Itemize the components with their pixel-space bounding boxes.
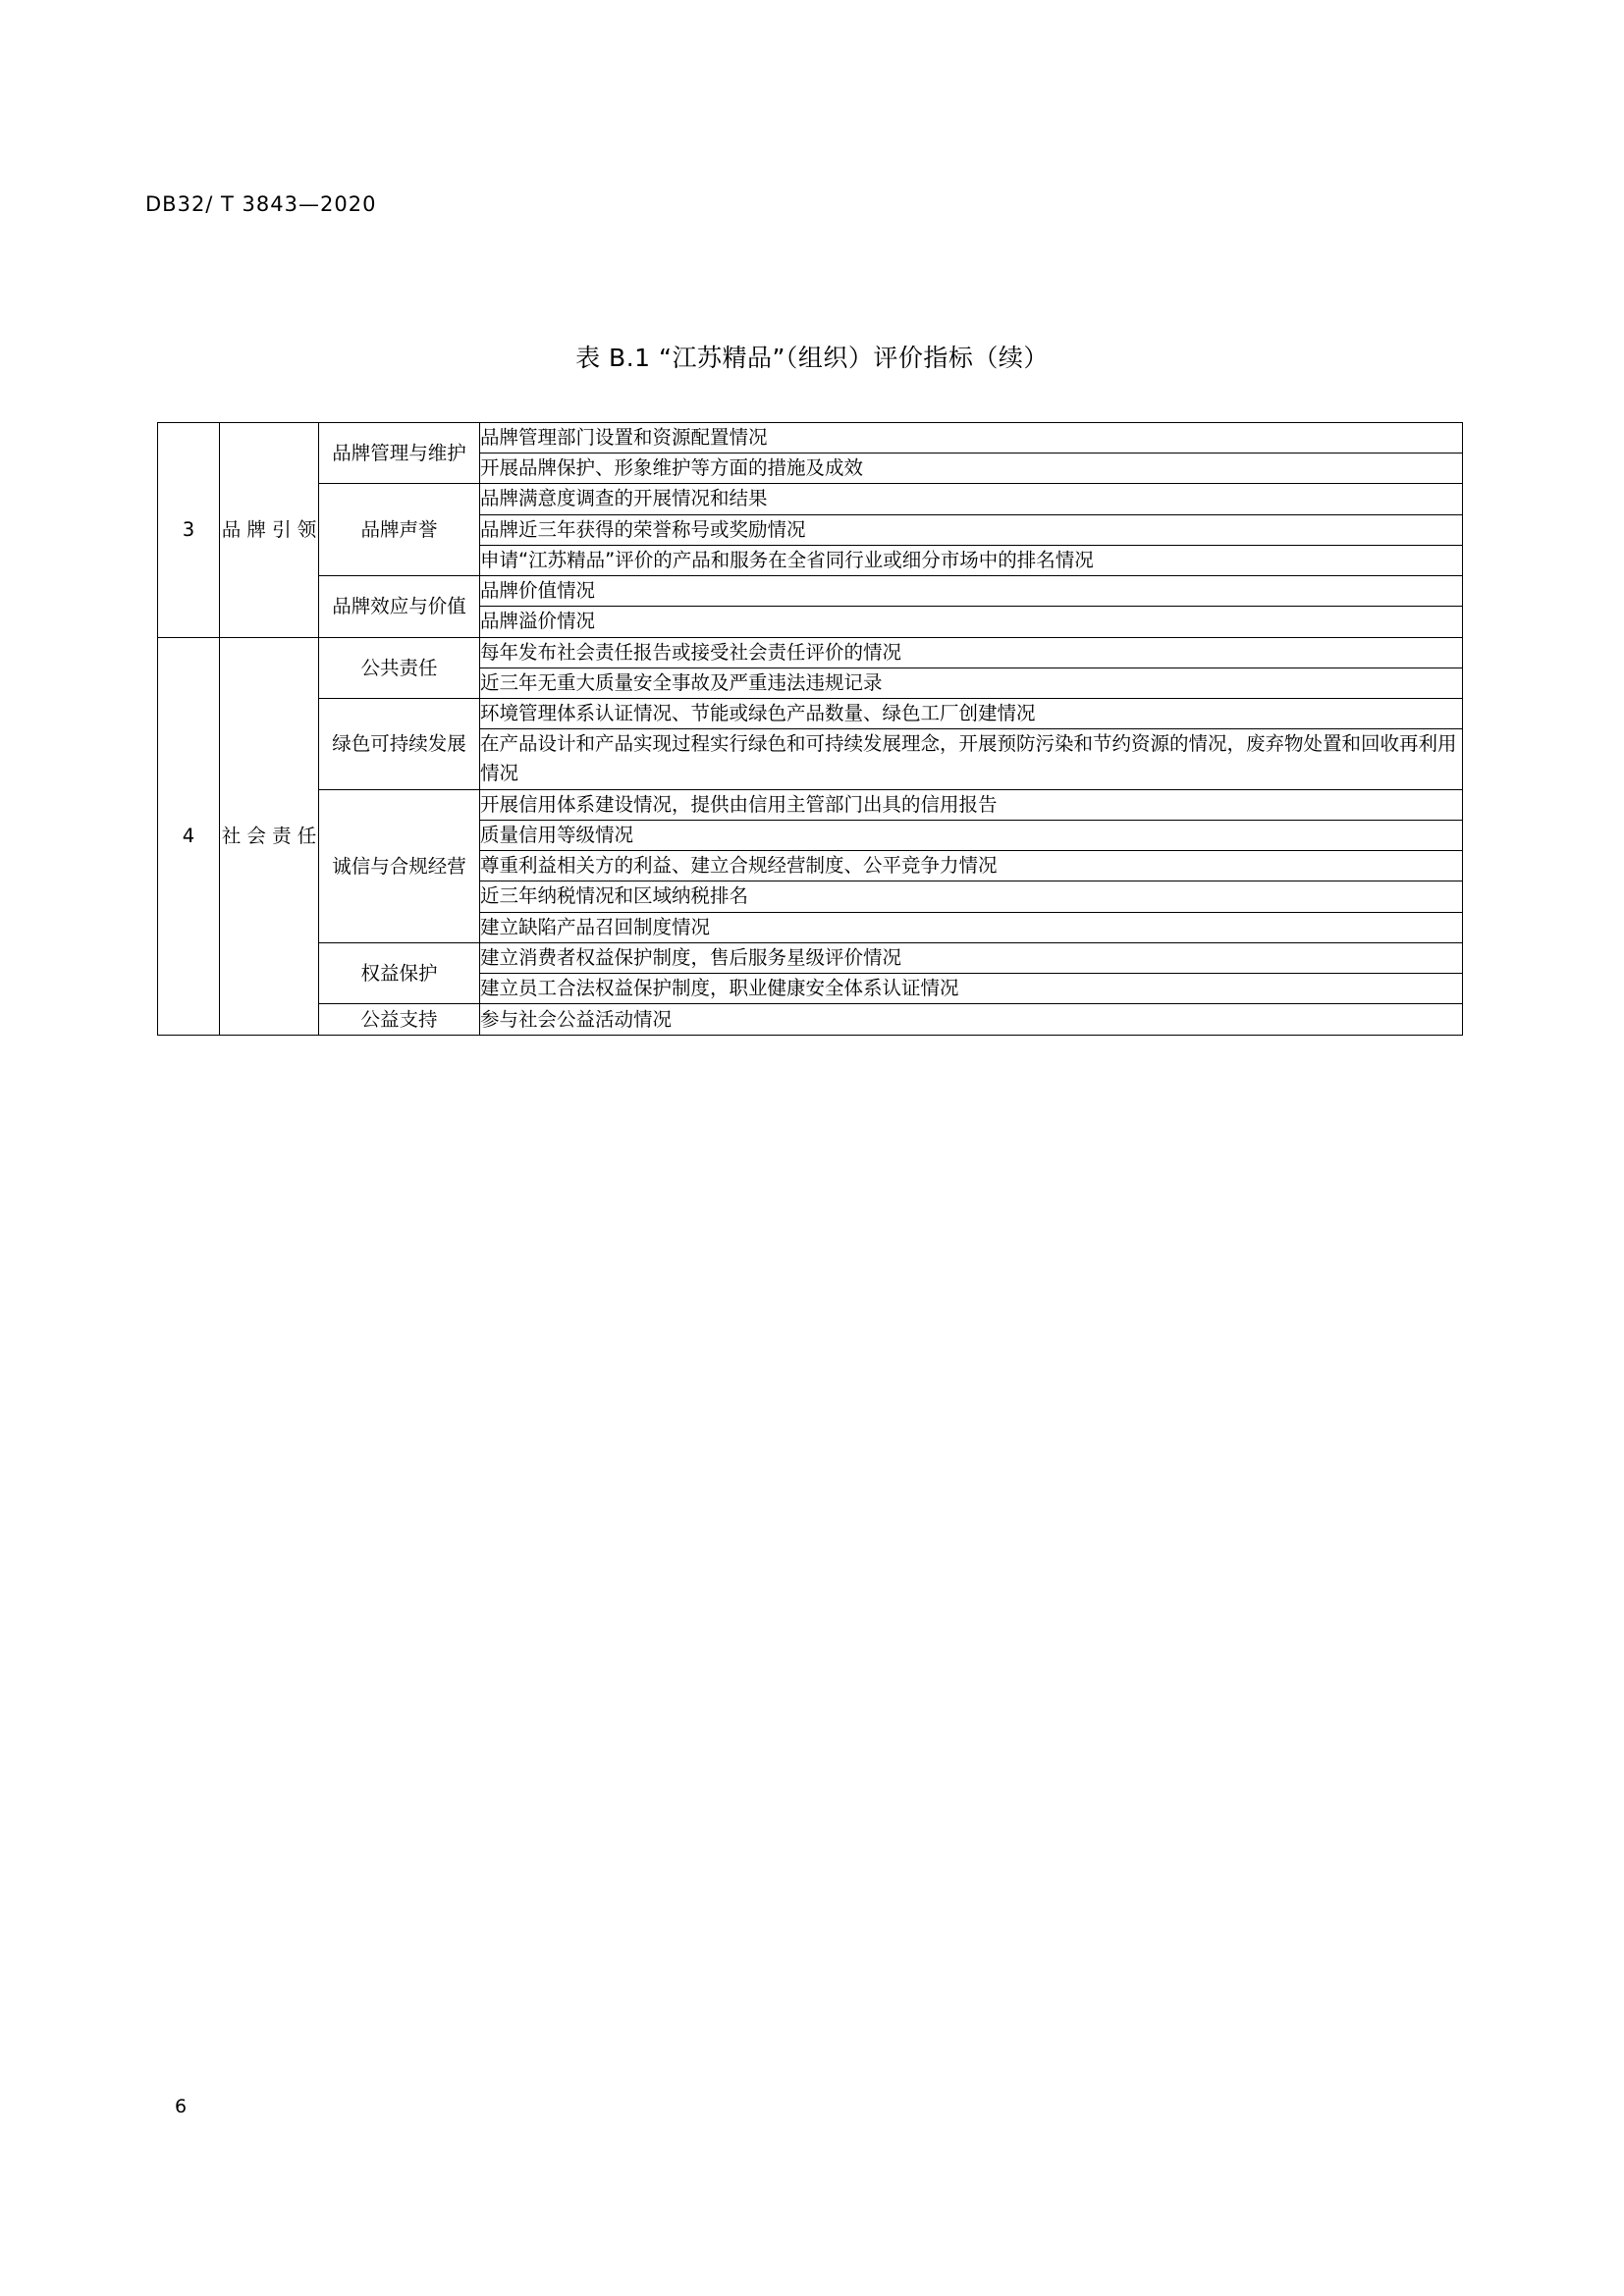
indicator-item: 参与社会公益活动情况 [480,1004,1463,1036]
document-header: DB32/ T 3843—2020 [145,192,377,216]
indicator-item: 质量信用等级情况 [480,820,1463,850]
indicator-item: 品牌满意度调查的开展情况和结果 [480,484,1463,514]
table-row [158,484,1463,514]
subgroup-name: 绿色可持续发展 [319,698,480,789]
indicator-item: 开展信用体系建设情况，提供由信用主管部门出具的信用报告 [480,789,1463,820]
group-dimension [220,423,319,638]
subgroup-name: 品牌声誉 [319,484,480,576]
indicator-item: 申请“江苏精品”评价的产品和服务在全省同行业或细分市场中的排名情况 [480,545,1463,575]
indicator-item: 建立消费者权益保护制度，售后服务星级评价情况 [480,942,1463,973]
indicator-item: 品牌近三年获得的荣誉称号或奖励情况 [480,514,1463,545]
evaluation-table-wrapper [157,422,1463,1036]
indicator-item: 近三年无重大质量安全事故及严重违法违规记录 [480,667,1463,698]
subgroup-name: 品牌管理与维护 [319,423,480,484]
table-row [158,789,1463,820]
subgroup-name: 公共责任 [319,637,480,698]
page-number: 6 [175,2096,188,2117]
group-dimension-label: 社 会 责 任 [221,824,317,847]
table-row [158,942,1463,973]
indicator-item: 每年发布社会责任报告或接受社会责任评价的情况 [480,637,1463,667]
indicator-item: 开展品牌保护、形象维护等方面的措施及成效 [480,454,1463,484]
indicator-item: 环境管理体系认证情况、节能或绿色产品数量、绿色工厂创建情况 [480,698,1463,728]
table-row [158,576,1463,607]
subgroup-name: 公益支持 [319,1004,480,1036]
table-row [158,423,1463,454]
group-dimension [220,637,319,1036]
indicator-item: 品牌价值情况 [480,576,1463,607]
group-number: 3 [158,423,220,638]
indicator-item: 在产品设计和产品实现过程实行绿色和可持续发展理念，开展预防污染和节约资源的情况，废弃物处置和回收再利用情况 [480,729,1463,789]
group-number: 4 [158,637,220,1036]
table-row [158,698,1463,728]
evaluation-table [157,422,1463,1036]
group-dimension-label: 品 牌 引 领 [221,517,317,541]
subgroup-name: 权益保护 [319,942,480,1003]
indicator-item: 品牌管理部门设置和资源配置情况 [480,423,1463,454]
indicator-item: 建立缺陷产品召回制度情况 [480,912,1463,942]
indicator-item: 建立员工合法权益保护制度，职业健康安全体系认证情况 [480,973,1463,1003]
subgroup-name: 诚信与合规经营 [319,789,480,942]
table-row [158,637,1463,667]
table-row [158,1004,1463,1036]
indicator-item: 尊重利益相关方的利益、建立合规经营制度、公平竞争力情况 [480,851,1463,881]
indicator-item: 近三年纳税情况和区域纳税排名 [480,881,1463,912]
indicator-item: 品牌溢价情况 [480,607,1463,637]
table-title: 表 B.1 “江苏精品”（组织）评价指标（续） [575,344,1049,372]
subgroup-name: 品牌效应与价值 [319,576,480,637]
